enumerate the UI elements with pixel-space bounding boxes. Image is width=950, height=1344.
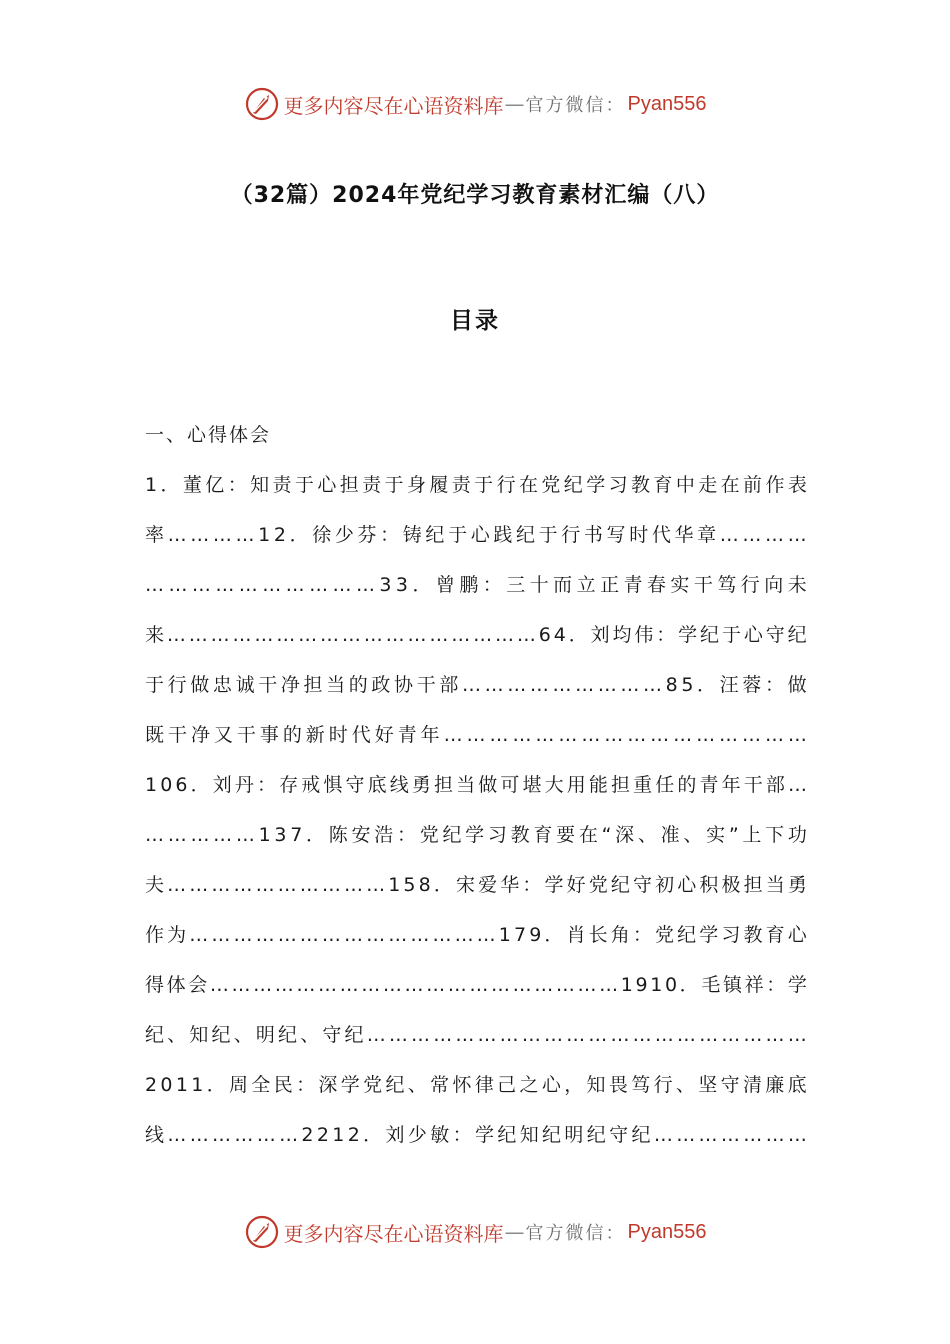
toc-line: 1 0 6 ． 刘 丹 ： 存 戒 惧 守 底 线 勇 担 当 做 可 堪 大 用 能 担 重 任 的 青 年 干 部 …	[145, 774, 807, 796]
banner-site-text: 更多内容尽在心语资料库	[283, 1221, 504, 1246]
toc-line: 1 ． 董 亿 ： 知 责 于 心 担 责 于 身 履 责 于 行 在 党 纪 学 习 教 育 中 走 在 前 作 表	[145, 474, 807, 496]
banner-dash: —	[504, 92, 525, 116]
banner-site-text: 更多内容尽在心语资料库	[283, 93, 504, 118]
header-banner	[0, 84, 950, 124]
banner-contact-id: Pyan556	[627, 92, 707, 115]
toc-line: 夫 … … … … … … … … … … 1 5 8 ． 宋 爱 华 ： 学 好 党 纪 守 初 心 积 极 担 当 勇	[145, 874, 807, 896]
table-of-contents	[145, 410, 807, 1160]
banner-contact-label: 官方微信：	[525, 95, 626, 116]
toc-heading: 目录	[450, 308, 500, 334]
toc-line: 率 … … … … 1 2 ． 徐 少 芬 ： 铸 纪 于 心 践 纪 于 行 书 写 时 代 华 章 … … … …	[145, 524, 807, 546]
banner-dash: —	[504, 1220, 525, 1244]
banner-contact-id: Pyan556	[627, 1220, 707, 1243]
toc-line: 来 … … … … … … … … … … … … … … … … … 6 4 ． 刘 均 伟 ： 学 纪 于 心 守 纪	[145, 624, 807, 646]
toc-line: 2 0 1 1 ． 周 全 民 ： 深 学 党 纪 、 常 怀 律 己 之 心 ， 知 畏 笃 行 、 坚 守 清 廉 底	[145, 1074, 807, 1096]
toc-line: … … … … … 1 3 7 ． 陈 安 浩 ： 党 纪 学 习 教 育 要 在 “ 深 、 准 、 实 ” 上 下 功	[145, 824, 807, 846]
toc-line: 既 干 净 又 干 事 的 新 时 代 好 青 年 … … … … … … … … … … … … … … … …	[145, 724, 807, 746]
toc-line: 作 为 … … … … … … … … … … … … … … 1 7 9 ． 肖 长 角 ： 党 纪 学 习 教 育 心	[145, 924, 807, 946]
toc-lines	[145, 460, 807, 1160]
toc-line: 于 行 做 忠 诚 干 净 担 当 的 政 协 干 部 … … … … … … … … … 8 5 ． 汪 蓉 ： 做	[145, 674, 807, 696]
document-title: （32篇）2024年党纪学习教育素材汇编（八）	[230, 183, 720, 208]
footer-banner	[0, 1212, 950, 1252]
toc-line: 纪 、 知 纪 、 明 纪 、 守 纪 … … … … … … … … … … … … … … … … … … … …	[145, 1024, 807, 1046]
toc-line: … … … … … … … … … … 3 3 ． 曾 鹏 ： 三 十 而 立 正 青 春 实 干 笃 行 向 未	[145, 574, 807, 596]
toc-line: 得 体 会 … … … … … … … … … … … … … … … … … … … 1 9 1 0 ． 毛 镇 祥 ： 学	[145, 974, 807, 996]
banner-contact-label: 官方微信：	[525, 1223, 626, 1244]
toc-line: 线 … … … … … … 2 2 1 2 ． 刘 少 敏 ： 学 纪 知 纪 明 纪 守 纪 … … … … … … …	[145, 1124, 807, 1146]
pen-nib-logo-icon	[244, 86, 280, 122]
pen-nib-logo-icon	[244, 1214, 280, 1250]
section-label: 一、心得体会	[145, 424, 272, 446]
